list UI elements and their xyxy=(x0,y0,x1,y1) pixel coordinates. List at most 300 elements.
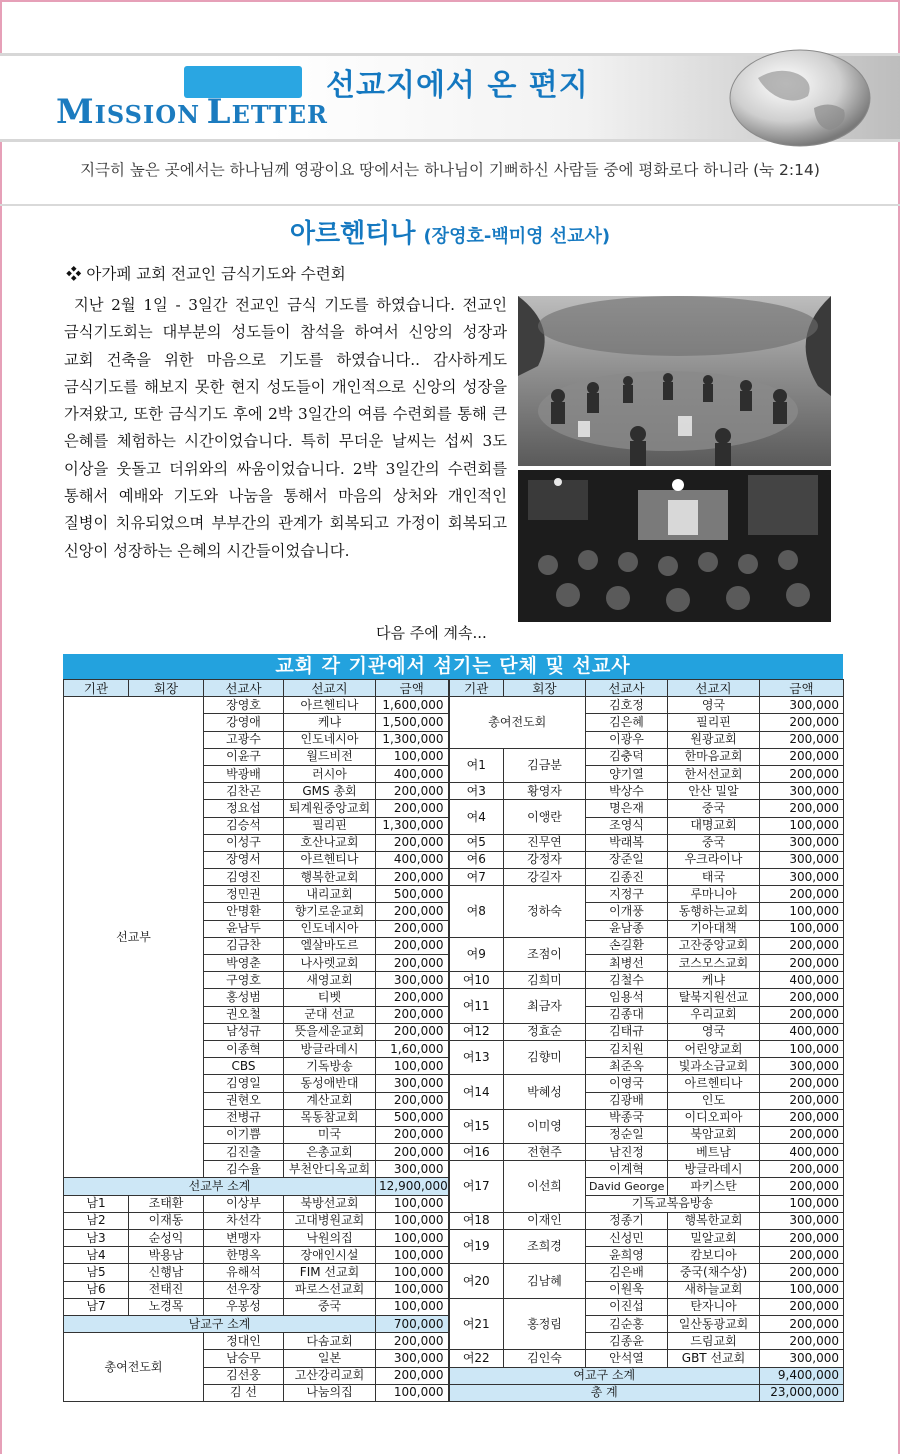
table-cell: 계산교회 xyxy=(284,1092,376,1109)
table-cell: 태국 xyxy=(668,869,760,886)
table-cell: 200,000 xyxy=(760,714,844,731)
table-cell: 여12 xyxy=(449,1023,504,1040)
table-cell: 700,000 xyxy=(376,1315,449,1332)
table-cell: 남4 xyxy=(64,1247,129,1264)
table-cell: 이영국 xyxy=(586,1075,668,1092)
table-cell: 100,000 xyxy=(760,1281,844,1298)
table-cell: 400,000 xyxy=(376,851,449,868)
table-cell: 여22 xyxy=(449,1350,504,1367)
table-cell: 중국(채수상) xyxy=(668,1264,760,1281)
table-cell: 박용남 xyxy=(129,1247,204,1264)
table-cell: 기독방송 xyxy=(284,1058,376,1075)
table-cell: 동행하는교회 xyxy=(668,903,760,920)
table-cell: 김금찬 xyxy=(204,937,284,954)
table-cell: 안산 밀알 xyxy=(668,783,760,800)
table-cell: 여교구 소계 xyxy=(449,1367,760,1384)
table-row xyxy=(64,1264,844,1281)
table-cell: 여5 xyxy=(449,834,504,851)
table-cell: 100,000 xyxy=(760,920,844,937)
table-cell: 100,000 xyxy=(376,1298,449,1315)
table-cell: 북암교회 xyxy=(668,1126,760,1143)
table-cell: 캄보디아 xyxy=(668,1247,760,1264)
table-cell: 300,000 xyxy=(760,783,844,800)
table-cell: 200,000 xyxy=(376,1333,449,1350)
table-cell: 동성애반대 xyxy=(284,1075,376,1092)
table-cell: 우봉성 xyxy=(204,1298,284,1315)
table-cell: 200,000 xyxy=(376,869,449,886)
table-cell: 9,400,000 xyxy=(760,1367,844,1384)
table-cell: 300,000 xyxy=(760,851,844,868)
table-cell: 정대인 xyxy=(204,1333,284,1350)
table-cell: 200,000 xyxy=(760,1092,844,1109)
table-cell: 200,000 xyxy=(376,1092,449,1109)
table-cell: 김철수 xyxy=(586,972,668,989)
table-cell: 200,000 xyxy=(760,1109,844,1126)
table-cell: 100,000 xyxy=(376,1230,449,1247)
table-cell: David George xyxy=(586,1178,668,1195)
table-cell: 최금자 xyxy=(504,989,586,1023)
table-cell: 여13 xyxy=(449,1040,504,1074)
table-cell: 중국 xyxy=(668,834,760,851)
table-cell: 기아대책 xyxy=(668,920,760,937)
table-cell: 200,000 xyxy=(760,1230,844,1247)
table-cell: 어린양교회 xyxy=(668,1040,760,1057)
table-cell: 밀알교회 xyxy=(668,1230,760,1247)
table-cell: 1,300,000 xyxy=(376,731,449,748)
table-cell: 나눔의집 xyxy=(284,1384,376,1401)
table-cell: 다솜교회 xyxy=(284,1333,376,1350)
table-cell: 남교구 소계 xyxy=(64,1315,376,1332)
table-cell: 영국 xyxy=(668,697,760,714)
table-cell: 방글라데시 xyxy=(668,1161,760,1178)
table-cell: 김충덕 xyxy=(586,748,668,765)
table-cell: 정요섭 xyxy=(204,800,284,817)
column-header: 선교지 xyxy=(284,680,376,697)
table-cell: 100,000 xyxy=(760,817,844,834)
table-cell: 300,000 xyxy=(760,1350,844,1367)
table-cell: 선교부 소계 xyxy=(64,1178,376,1195)
table-cell: 여1 xyxy=(449,748,504,782)
table-cell: 300,000 xyxy=(376,1161,449,1178)
column-header: 회장 xyxy=(504,680,586,697)
table-cell: 향기로운교회 xyxy=(284,903,376,920)
table-row xyxy=(64,1230,844,1247)
table-cell: 우리교회 xyxy=(668,1006,760,1023)
table-cell: 전현주 xyxy=(504,1144,586,1161)
table-cell: 100,000 xyxy=(376,1247,449,1264)
table-cell: 행복한교회 xyxy=(668,1212,760,1229)
table-cell: 김선웅 xyxy=(204,1367,284,1384)
table-cell: 200,000 xyxy=(376,800,449,817)
table-cell: 남6 xyxy=(64,1281,129,1298)
table-cell: 새하늘교회 xyxy=(668,1281,760,1298)
table-cell: 200,000 xyxy=(760,1006,844,1023)
retreat-photo-indoor xyxy=(518,470,831,622)
table-cell: 이윤구 xyxy=(204,748,284,765)
table-cell: 퇴계원중앙교회 xyxy=(284,800,376,817)
table-cell: 300,000 xyxy=(760,834,844,851)
table-cell: 명은재 xyxy=(586,800,668,817)
table-cell: 이광우 xyxy=(586,731,668,748)
table-cell: 케냐 xyxy=(668,972,760,989)
table-cell: 중국 xyxy=(668,800,760,817)
table-cell: 김향미 xyxy=(504,1040,586,1074)
article-subhead: ❖ 아가페 교회 전교인 금식기도와 수련회 xyxy=(66,265,346,283)
table-cell: 300,000 xyxy=(760,1058,844,1075)
table-cell: 남7 xyxy=(64,1298,129,1315)
table-cell: 이개풍 xyxy=(586,903,668,920)
table-cell: 200,000 xyxy=(376,1023,449,1040)
table-cell: 김 선 xyxy=(204,1384,284,1401)
table-row xyxy=(64,697,844,714)
table-cell: 200,000 xyxy=(376,1144,449,1161)
table-cell: 차선각 xyxy=(204,1212,284,1229)
continued-note: 다음 주에 계속... xyxy=(376,624,487,642)
table-cell: 장준일 xyxy=(586,851,668,868)
table-cell: 은총교회 xyxy=(284,1144,376,1161)
table-cell: 지정구 xyxy=(586,886,668,903)
table-cell: 200,000 xyxy=(760,765,844,782)
table-cell: 장영호 xyxy=(204,697,284,714)
column-header: 선교지 xyxy=(668,680,760,697)
table-cell: 고산강리교회 xyxy=(284,1367,376,1384)
table-cell: 윤남두 xyxy=(204,920,284,937)
table-cell: 정종기 xyxy=(586,1212,668,1229)
table-cell: 1,60,000 xyxy=(376,1040,449,1057)
table-cell: 유해석 xyxy=(204,1264,284,1281)
table-cell: 200,000 xyxy=(376,1367,449,1384)
table-cell: 100,000 xyxy=(376,1195,449,1212)
table-cell: 조점이 xyxy=(504,937,586,971)
table-cell: 박상수 xyxy=(586,783,668,800)
table-cell: 부천안디옥교회 xyxy=(284,1161,376,1178)
table-cell: 200,000 xyxy=(760,1315,844,1332)
table-cell: 이선희 xyxy=(504,1161,586,1213)
table-cell: 안명환 xyxy=(204,903,284,920)
table-cell: 200,000 xyxy=(760,1075,844,1092)
table-cell: 행복한교회 xyxy=(284,869,376,886)
table-cell: 김은배 xyxy=(586,1264,668,1281)
table-cell: 김종대 xyxy=(586,1006,668,1023)
table-cell: 일산동광교회 xyxy=(668,1315,760,1332)
table-cell: 방글라데시 xyxy=(284,1040,376,1057)
table-cell: 이미영 xyxy=(504,1109,586,1143)
table-cell: 여11 xyxy=(449,989,504,1023)
table-cell: 임용석 xyxy=(586,989,668,1006)
table-cell: 200,000 xyxy=(376,903,449,920)
table-cell: 최병선 xyxy=(586,955,668,972)
globe-icon xyxy=(718,48,878,148)
table-cell: 여15 xyxy=(449,1109,504,1143)
table-cell: 여4 xyxy=(449,800,504,834)
table-cell: 노경목 xyxy=(129,1298,204,1315)
column-header: 선교사 xyxy=(586,680,668,697)
table-cell: 김영일 xyxy=(204,1075,284,1092)
divider xyxy=(0,204,900,206)
table-cell: 우크라이나 xyxy=(668,851,760,868)
table-cell: 박혜성 xyxy=(504,1075,586,1109)
table-cell: 고잔중앙교회 xyxy=(668,937,760,954)
table-cell: 아르헨티나 xyxy=(284,851,376,868)
table-cell: 여9 xyxy=(449,937,504,971)
table-cell: 윤남종 xyxy=(586,920,668,937)
page-title: 선교지에서 온 편지 xyxy=(326,68,589,103)
table-cell: 400,000 xyxy=(760,972,844,989)
table-cell: 이원욱 xyxy=(586,1281,668,1298)
table-cell: 여20 xyxy=(449,1264,504,1298)
table-cell: CBS xyxy=(204,1058,284,1075)
table-cell: 정순일 xyxy=(586,1126,668,1143)
table-cell: 박래복 xyxy=(586,834,668,851)
table-cell: 200,000 xyxy=(760,731,844,748)
table-cell: 200,000 xyxy=(760,937,844,954)
column-header: 기관 xyxy=(449,680,504,697)
table-cell: 이성구 xyxy=(204,834,284,851)
table-cell: 김수율 xyxy=(204,1161,284,1178)
table-cell: 300,000 xyxy=(760,869,844,886)
table-cell: 이상부 xyxy=(204,1195,284,1212)
table-cell: 윤희영 xyxy=(586,1247,668,1264)
table-cell: 아르헨티나 xyxy=(668,1075,760,1092)
table-cell: 황영자 xyxy=(504,783,586,800)
table-cell: 100,000 xyxy=(376,748,449,765)
table-cell: 최준옥 xyxy=(586,1058,668,1075)
table-cell: 100,000 xyxy=(376,1264,449,1281)
table-cell: 정효순 xyxy=(504,1023,586,1040)
table-cell: 내리교회 xyxy=(284,886,376,903)
table-cell: 김찬곤 xyxy=(204,783,284,800)
table-cell: 고광수 xyxy=(204,731,284,748)
table-cell: 여10 xyxy=(449,972,504,989)
table-cell: 엘살바도르 xyxy=(284,937,376,954)
table-cell: 500,000 xyxy=(376,886,449,903)
table-cell: 새영교회 xyxy=(284,972,376,989)
table-cell: 홍성범 xyxy=(204,989,284,1006)
table-cell: 홍정림 xyxy=(504,1298,586,1350)
table-cell: 300,000 xyxy=(760,697,844,714)
table-cell: 400,000 xyxy=(760,1023,844,1040)
table-header-row xyxy=(64,680,844,697)
table-cell: 김영진 xyxy=(204,869,284,886)
table-cell: 여16 xyxy=(449,1144,504,1161)
table-cell: 남승무 xyxy=(204,1350,284,1367)
table-cell: 200,000 xyxy=(760,886,844,903)
table-cell: 강정자 xyxy=(504,851,586,868)
table-cell: 12,900,000 xyxy=(376,1178,449,1195)
table-row xyxy=(64,1298,844,1315)
table-cell: 조희경 xyxy=(504,1230,586,1264)
table-cell: 탄자니아 xyxy=(668,1298,760,1315)
table-cell: 순성익 xyxy=(129,1230,204,1247)
table-cell: 200,000 xyxy=(376,989,449,1006)
table-cell: 총 계 xyxy=(449,1384,760,1401)
table-cell: 김희미 xyxy=(504,972,586,989)
table-cell: 여3 xyxy=(449,783,504,800)
table-cell: 이기쁨 xyxy=(204,1126,284,1143)
table-cell: 아르헨티나 xyxy=(284,697,376,714)
table-cell: 나사렛교회 xyxy=(284,955,376,972)
table-cell: 손길환 xyxy=(586,937,668,954)
table-cell: 기독교복음방송 xyxy=(586,1195,760,1212)
table-cell: 남성규 xyxy=(204,1023,284,1040)
table-cell: 미국 xyxy=(284,1126,376,1143)
table-cell: 여14 xyxy=(449,1075,504,1109)
column-header: 선교사 xyxy=(204,680,284,697)
table-cell: 고대병원교회 xyxy=(284,1212,376,1229)
table-cell: 200,000 xyxy=(760,1247,844,1264)
table-cell: 100,000 xyxy=(760,1195,844,1212)
table-cell: 탈북지원선교 xyxy=(668,989,760,1006)
country-name: 아르헨티나 xyxy=(289,219,416,249)
table-cell: 200,000 xyxy=(376,1126,449,1143)
table-cell: 200,000 xyxy=(376,920,449,937)
table-cell: 월드비전 xyxy=(284,748,376,765)
table-cell: 중국 xyxy=(284,1298,376,1315)
table-cell: 김진출 xyxy=(204,1144,284,1161)
retreat-photo-outdoor xyxy=(518,296,831,466)
table-cell: 300,000 xyxy=(376,1350,449,1367)
table-cell: 티벳 xyxy=(284,989,376,1006)
table-cell: 200,000 xyxy=(760,1161,844,1178)
table-cell: 원광교회 xyxy=(668,731,760,748)
table-cell: 케냐 xyxy=(284,714,376,731)
table-cell: 500,000 xyxy=(376,1109,449,1126)
table-cell: 이재동 xyxy=(129,1212,204,1229)
table-cell: 김금분 xyxy=(504,748,586,782)
table-cell: 김치원 xyxy=(586,1040,668,1057)
table-cell: 구영호 xyxy=(204,972,284,989)
table-cell: 대명교회 xyxy=(668,817,760,834)
table-cell: 200,000 xyxy=(760,989,844,1006)
table-cell: 200,000 xyxy=(376,834,449,851)
table-cell: 100,000 xyxy=(376,1384,449,1401)
table-cell: 여7 xyxy=(449,869,504,886)
table-cell: 군대 선교 xyxy=(284,1006,376,1023)
table-cell: GMS 총회 xyxy=(284,783,376,800)
table-cell: 러시아 xyxy=(284,765,376,782)
table-cell: 권현오 xyxy=(204,1092,284,1109)
table-cell: 여19 xyxy=(449,1230,504,1264)
table-cell: 영국 xyxy=(668,1023,760,1040)
page-border xyxy=(0,0,900,2)
table-cell: 파로스선교회 xyxy=(284,1281,376,1298)
column-header: 회장 xyxy=(129,680,204,697)
table-cell: 김광배 xyxy=(586,1092,668,1109)
table-cell: 강영애 xyxy=(204,714,284,731)
table-cell: 200,000 xyxy=(376,955,449,972)
table-cell: 100,000 xyxy=(376,1281,449,1298)
table-cell: 정하숙 xyxy=(504,886,586,938)
table-cell: 한서선교회 xyxy=(668,765,760,782)
table-cell: 호산나교회 xyxy=(284,834,376,851)
table-cell: 남1 xyxy=(64,1195,129,1212)
table-cell: 뜻을세운교회 xyxy=(284,1023,376,1040)
table-cell: 200,000 xyxy=(760,1126,844,1143)
table-cell: 루마니아 xyxy=(668,886,760,903)
table-cell: 1,600,000 xyxy=(376,697,449,714)
table-cell: 전태진 xyxy=(129,1281,204,1298)
table-cell: 이재인 xyxy=(504,1212,586,1229)
table-cell: 조태환 xyxy=(129,1195,204,1212)
table-cell: 200,000 xyxy=(760,748,844,765)
table-cell: 파키스탄 xyxy=(668,1178,760,1195)
table-cell: 여6 xyxy=(449,851,504,868)
table-cell: 300,000 xyxy=(376,1075,449,1092)
table-cell: 200,000 xyxy=(760,955,844,972)
table-cell: 총여전도회 xyxy=(449,697,586,749)
table-cell: 여21 xyxy=(449,1298,504,1350)
table-cell: 200,000 xyxy=(760,1298,844,1315)
table-cell: 100,000 xyxy=(376,1058,449,1075)
table-cell: 선교부 xyxy=(64,697,204,1178)
mission-letter-logo: MISSION LETTER xyxy=(56,92,328,132)
table-cell: 이앵란 xyxy=(504,800,586,834)
missionary-names: (장영호-백미영 선교사) xyxy=(423,226,611,247)
table-cell: 400,000 xyxy=(376,765,449,782)
table-cell: 선우장 xyxy=(204,1281,284,1298)
table-cell: 200,000 xyxy=(376,783,449,800)
table-cell: 변맹자 xyxy=(204,1230,284,1247)
table-cell: 장영서 xyxy=(204,851,284,868)
table-cell: 코스모스교회 xyxy=(668,955,760,972)
table-cell: 이종혁 xyxy=(204,1040,284,1057)
table-cell: 남2 xyxy=(64,1212,129,1229)
table-cell: 안석열 xyxy=(586,1350,668,1367)
table-cell: 여8 xyxy=(449,886,504,938)
table-cell: 신행남 xyxy=(129,1264,204,1281)
table-cell: 필리핀 xyxy=(284,817,376,834)
table-cell: 1,500,000 xyxy=(376,714,449,731)
table-title: 교회 각 기관에서 섬기는 단체 및 선교사 xyxy=(63,654,843,679)
table-cell: 인도네시아 xyxy=(284,920,376,937)
table-cell: 목동참교회 xyxy=(284,1109,376,1126)
table-cell: 이계혁 xyxy=(586,1161,668,1178)
table-cell: 전병규 xyxy=(204,1109,284,1126)
table-row xyxy=(64,1212,844,1229)
table-cell: 1,300,000 xyxy=(376,817,449,834)
column-header: 금액 xyxy=(376,680,449,697)
donation-table xyxy=(63,679,844,1402)
table-cell: 여18 xyxy=(449,1212,504,1229)
table-cell: 김종윤 xyxy=(586,1333,668,1350)
article-body: 지난 2월 1일 - 3일간 전교인 금식 기도를 하였습니다. 전교인 금식기도회는 대부분의 성도들이 참석을 하여서 신앙의 성장과 교회 건축을 위한 마음으로 기도를 하였습니다.. 감사하게도 금식기도를 해보지 못한 현지 성도들이 개인적으로 신앙의 성장을 가져왔고, 또한 금식기도 후에 2박 3일간의 여름 수련회를 통해 큰 은혜를 체험하는 시간이었습니다. 특히 무더운 날씨는 섭씨 3도 이상을 웃돌고 더위와의 싸움이었습니다. 2박 3일간의 수련회를 통해서 예배와 기도와 나눔을 통해서 마음의 상처와 개인적인 질병이 치유되었으며 부부간의 관계가 회복되고 가정이 회복되고 신앙이 성장하는 은혜의 시간들이었습니다. xyxy=(64,296,507,560)
table-cell: 신성민 xyxy=(586,1230,668,1247)
table-cell: 북방선교회 xyxy=(284,1195,376,1212)
table-cell: 김승석 xyxy=(204,817,284,834)
table-cell: 베트남 xyxy=(668,1144,760,1161)
table-cell: 200,000 xyxy=(760,800,844,817)
bible-verse: 지극히 높은 곳에서는 하나님께 영광이요 땅에서는 하나님이 기뻐하신 사람들 중에 평화로다 하니라 (눅 2:14) xyxy=(80,161,820,179)
table-cell: 100,000 xyxy=(760,903,844,920)
country-heading xyxy=(0,213,900,250)
table-cell: FIM 선교회 xyxy=(284,1264,376,1281)
table-cell: 여17 xyxy=(449,1161,504,1213)
column-header: 기관 xyxy=(64,680,129,697)
table-cell: 300,000 xyxy=(760,1212,844,1229)
table-cell: 강길자 xyxy=(504,869,586,886)
table-cell: 100,000 xyxy=(760,1040,844,1057)
table-cell: 한마음교회 xyxy=(668,748,760,765)
table-cell: 드림교회 xyxy=(668,1333,760,1350)
table-cell: 진무연 xyxy=(504,834,586,851)
table-cell: 200,000 xyxy=(760,1333,844,1350)
table-cell: 필리핀 xyxy=(668,714,760,731)
table-cell: 김순홍 xyxy=(586,1315,668,1332)
table-cell: 이디오피아 xyxy=(668,1109,760,1126)
column-header: 금액 xyxy=(760,680,844,697)
table-cell: 권오철 xyxy=(204,1006,284,1023)
table-cell: 김호정 xyxy=(586,697,668,714)
